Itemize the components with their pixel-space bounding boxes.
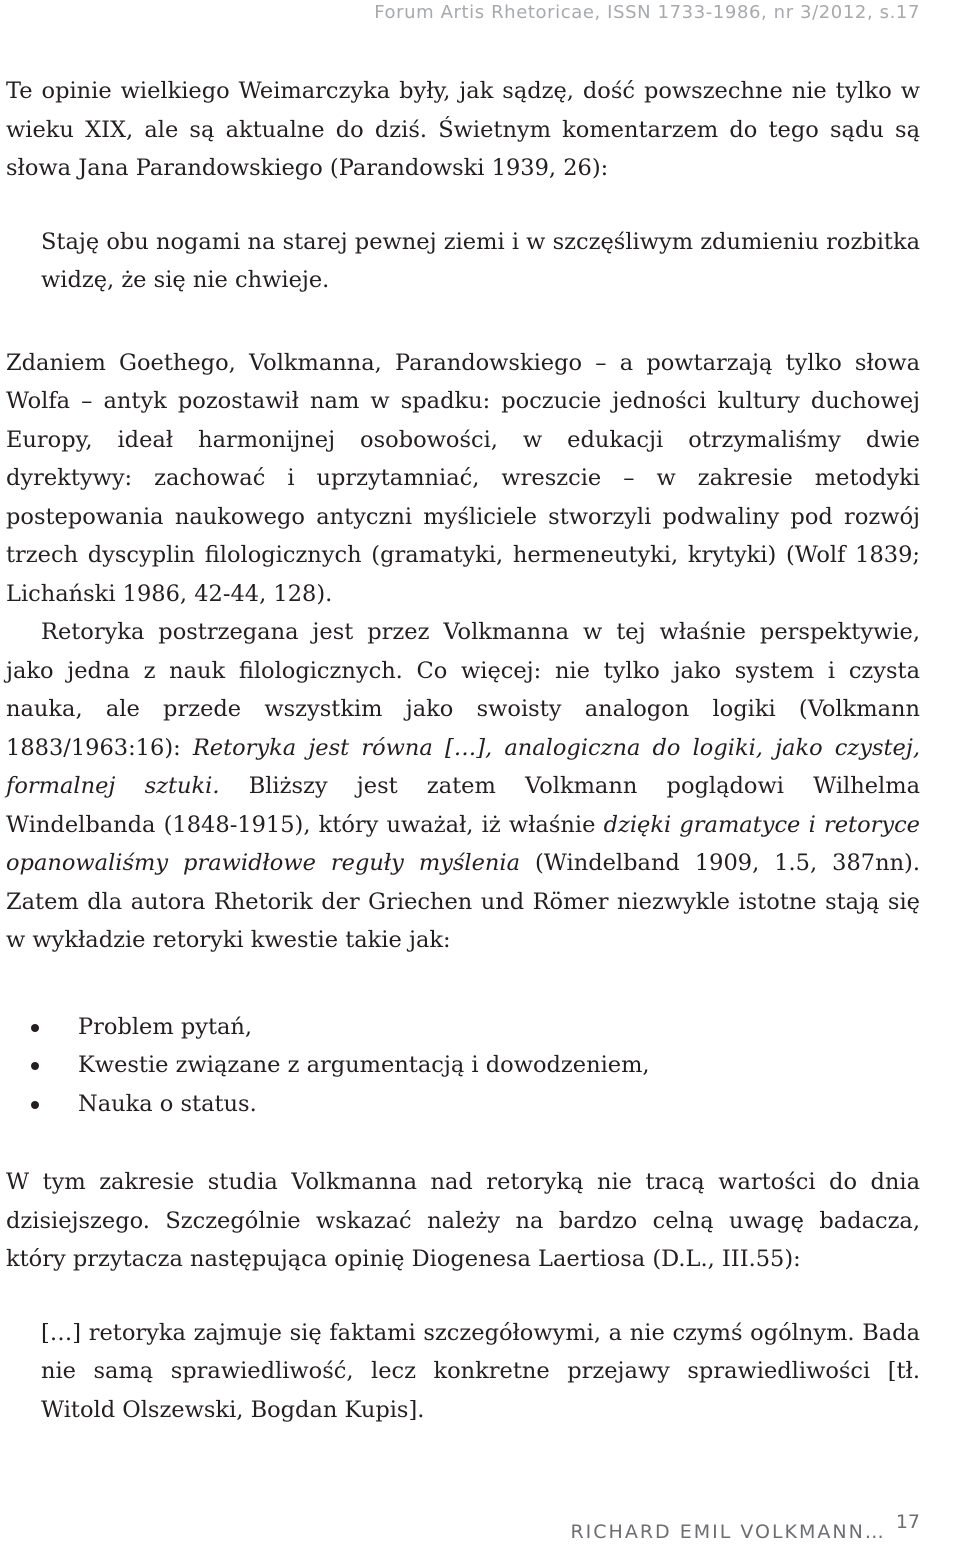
bullet-icon (31, 1062, 39, 1070)
running-header: Forum Artis Rhetoricae, ISSN 1733-1986, nr 3/2012, s.17 (374, 2, 920, 23)
running-footer (570, 1511, 920, 1543)
article-body (6, 72, 920, 1429)
spacer (6, 300, 920, 344)
list-item (6, 1008, 920, 1047)
paragraph-2: Zdaniem Goethego, Volkmanna, Parandowskiego – a powtarzają tylko słowa Wolfa – antyk pozostawił nam w spadku: poczucie jedności kultury duchowej Europy, ideał harmonijnej osobowości, w edukacji otrzymaliśmy dwie dyrektywy: zachować i uprzytamniać, wreszcie – w zakresie metodyki postepowania naukowego antyczni myśliciele stworzyli podwaliny pod rozwój trzech dyscyplin filologicznych (gramatyki, hermeneutyki, krytyki) (Wolf 1839; Lichański 1986, 42-44, 128). (6, 349, 920, 607)
list-item-text: Kwestie związane z argumentacją i dowodzeniem, (78, 1052, 650, 1078)
paragraph-3-text-a: Retoryka postrzegana jest przez Volkmanna w tej właśnie perspektywie, jako jedna z nauk filologicznych. Co więcej: nie tylko jako system i czysta nauka, ale przede wszystkim jako swoisty analogon logiki (Volkmann 1883/1963:16): (6, 619, 920, 761)
paragraph-3-italic-quote: Retoryka jest równa […], analogiczna do logiki, jako czystej, formalnej sztuki. (6, 734, 920, 799)
list-item (6, 1046, 920, 1085)
block-quote-1: Staję obu nogami na starej pewnej ziemi i w szczęśliwym zdumieniu rozbitka widzę, że się nie chwieje. (41, 228, 920, 293)
list-item (6, 1085, 920, 1124)
paragraph-3 (6, 613, 920, 960)
page-number: 17 (895, 1511, 920, 1533)
paragraph-3-text-c: Bliższy jest zatem Volkmann poglądowi Wilhelma Windelbanda (1848-1915), który uważał, iż właśnie (6, 773, 920, 838)
bullet-icon (31, 1024, 39, 1032)
footer-title: RICHARD EMIL VOLKMANN… (570, 1521, 886, 1543)
paragraph-3-italic-phrase: dzięki gramatyce i retoryce opanowaliśmy prawidłowe reguły myślenia (6, 811, 920, 876)
spacer (6, 1123, 920, 1163)
paragraph-4: W tym zakresie studia Volkmanna nad retoryką nie tracą wartości do dnia dzisiejszego. Szczególnie wskazać należy na bardzo celną uwagę badacza, który przytacza następująca opinię Diogenesa Laertiosa (D.L., III.55): (6, 1169, 920, 1272)
bullet-icon (31, 1101, 39, 1109)
paragraph-1: Te opinie wielkiego Weimarczyka były, jak sądzę, dość powszechne nie tylko w wieku XIX, ale są aktualne do dziś. Świetnym komentarzem do tego sądu są słowa Jana Parandowskiego (Parandowski 1939, 26): (6, 78, 920, 181)
bullet-list (6, 960, 920, 1124)
block-quote-2: […] retoryka zajmuje się faktami szczegółowymi, a nie czymś ogólnym. Bada nie samą sprawiedliwość, lecz konkretne przejawy sprawiedliwości [tł. Witold Olszewski, Bogdan Kupis]. (41, 1319, 920, 1423)
list-item-text: Nauka o status. (78, 1090, 257, 1117)
list-item-text: Problem pytań, (78, 1013, 253, 1040)
paragraph-3-text-e: (Windelband 1909, 1.5, 387nn). Zatem dla autora Rhetorik der Griechen und Römer niezwykle istotne stają się w wykładzie retoryki kwestie takie jak: (6, 850, 920, 953)
